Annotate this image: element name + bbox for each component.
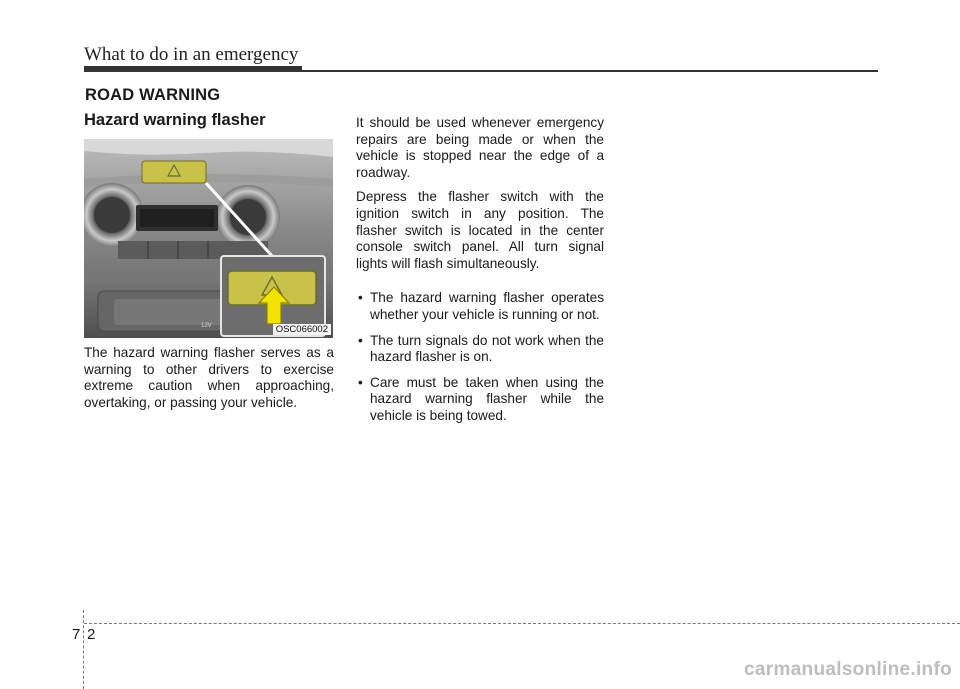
notes-list: [356, 290, 604, 424]
paragraph-operation: Depress the flasher switch with the ignition switch in any position. The flasher switch is located in the center console switch panel. All turn signal lights will flash simultaneously.: [356, 189, 604, 271]
sub-heading: Hazard warning flasher: [84, 111, 266, 129]
left-column: [84, 345, 334, 419]
watermark: carmanualsonline.info: [744, 659, 952, 680]
chapter-title: What to do in an emergency: [84, 44, 299, 65]
hazard-switch-figure: [84, 139, 333, 338]
footer-rule: [84, 623, 960, 624]
chapter-number: 7: [72, 626, 81, 643]
section-heading: ROAD WARNING: [85, 86, 221, 104]
list-item: • The turn signals do not work when the hazard flasher is on.: [356, 333, 604, 366]
header-rule: [84, 70, 878, 72]
page-number: 2: [87, 626, 96, 643]
list-item: • Care must be taken when using the hazard warning flasher while the vehicle is being towed.: [356, 375, 604, 425]
socket-label: 12V: [201, 323, 212, 329]
right-column: [356, 115, 604, 434]
footer-divider: [83, 610, 84, 689]
paragraph-usage: It should be used whenever emergency repairs are being made or when the vehicle is stopped near the edge of a roadway.: [356, 115, 604, 180]
figure-code: OSC066002: [273, 324, 331, 335]
list-item: • The hazard warning flasher operates whether your vehicle is running or not.: [356, 290, 604, 323]
dashboard-illustration: [84, 139, 333, 338]
left-paragraph: The hazard warning flasher serves as a warning to other drivers to exercise extreme caution when approaching, overtaking, or passing your vehicle.: [84, 345, 334, 410]
